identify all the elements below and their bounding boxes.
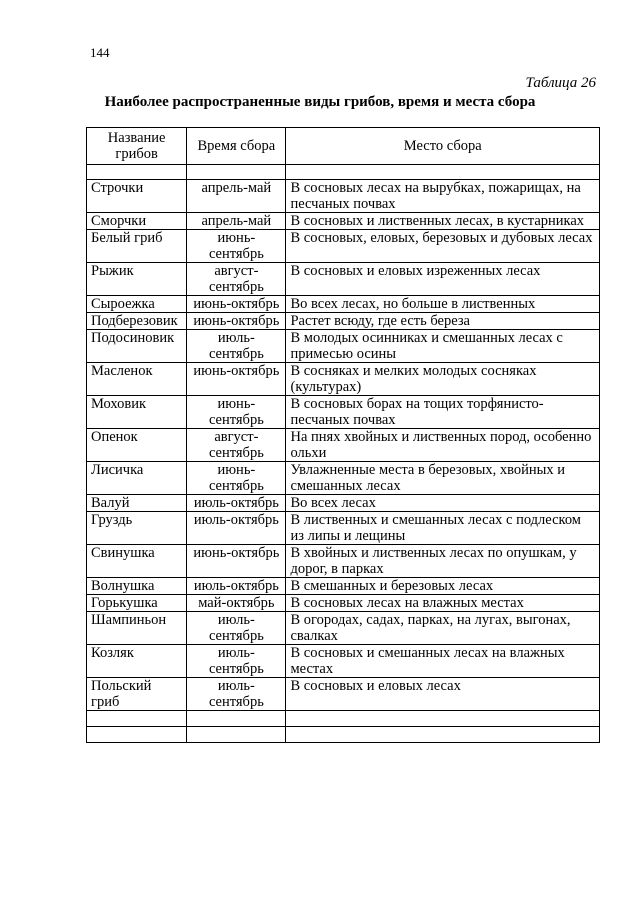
table-label: Таблица 26 [525, 75, 596, 91]
cell-time: июнь-октябрь [187, 545, 286, 578]
table-row [87, 578, 600, 595]
mushroom-table [86, 127, 600, 743]
cell-time: июнь-сентябрь [187, 462, 286, 495]
table-title: Наиболее распространенные виды грибов, время и места сбора [104, 94, 536, 110]
cell-name: Опенок [87, 429, 187, 462]
cell-name: Сыроежка [87, 296, 187, 313]
cell-time: май-октябрь [187, 595, 286, 612]
table-row [87, 180, 600, 213]
cell-time: июль-сентябрь [187, 612, 286, 645]
cell-place: Увлажненные места в березовых, хвойных и смешанных лесах [286, 462, 600, 495]
cell-time: июнь-октябрь [187, 296, 286, 313]
cell-place: В молодых осинниках и смешанных лесах с примесью осины [286, 330, 600, 363]
cell-time: август-сентябрь [187, 429, 286, 462]
table-body [87, 165, 600, 743]
cell-time: июнь-октябрь [187, 363, 286, 396]
cell-place: В смешанных и березовых лесах [286, 578, 600, 595]
cell-place: В сосновых и еловых лесах [286, 678, 600, 711]
cell-name: Груздь [87, 512, 187, 545]
table-row [87, 545, 600, 578]
table-row [87, 313, 600, 330]
cell-place: Во всех лесах, но больше в лиственных [286, 296, 600, 313]
cell-name: Горькушка [87, 595, 187, 612]
cell-name: Сморчки [87, 213, 187, 230]
cell-name: Лисичка [87, 462, 187, 495]
cell-place: В сосновых и смешанных лесах на влажных местах [286, 645, 600, 678]
header-row [87, 128, 600, 165]
cell-time: июль-октябрь [187, 578, 286, 595]
empty-row [87, 711, 600, 727]
cell-name: Шампиньон [87, 612, 187, 645]
cell-place: В сосновых и лиственных лесах, в кустарниках [286, 213, 600, 230]
column-header-time: Время сбора [187, 128, 286, 165]
table-row [87, 512, 600, 545]
cell-time: июль-сентябрь [187, 678, 286, 711]
cell-place: Во всех лесах [286, 495, 600, 512]
cell-time: апрель-май [187, 213, 286, 230]
cell-name: Строчки [87, 180, 187, 213]
cell-place: В сосняках и мелких молодых сосняках (культурах) [286, 363, 600, 396]
table-row [87, 330, 600, 363]
cell-name: Польский гриб [87, 678, 187, 711]
cell-place: На пнях хвойных и лиственных пород, особенно ольхи [286, 429, 600, 462]
table-row [87, 595, 600, 612]
cell-time: июнь-октябрь [187, 313, 286, 330]
cell-time: июль-октябрь [187, 512, 286, 545]
table-row [87, 462, 600, 495]
cell-name: Подберезовик [87, 313, 187, 330]
page-number: 144 [90, 45, 110, 60]
cell-place: В сосновых и еловых изреженных лесах [286, 263, 600, 296]
table-row [87, 296, 600, 313]
column-header-place: Место сбора [286, 128, 600, 165]
column-header-name: Название грибов [87, 128, 187, 165]
table-row [87, 363, 600, 396]
empty-row [87, 727, 600, 743]
cell-name: Козляк [87, 645, 187, 678]
cell-time: июнь-сентябрь [187, 396, 286, 429]
cell-name: Белый гриб [87, 230, 187, 263]
cell-name: Рыжик [87, 263, 187, 296]
cell-name: Моховик [87, 396, 187, 429]
cell-name: Валуй [87, 495, 187, 512]
table-row [87, 396, 600, 429]
cell-place: В сосновых борах на тощих торфянисто-песчаных почвах [286, 396, 600, 429]
cell-name: Масленок [87, 363, 187, 396]
cell-time: июль-сентябрь [187, 330, 286, 363]
table-row [87, 263, 600, 296]
cell-place: В хвойных и лиственных лесах по опушкам, у дорог, в парках [286, 545, 600, 578]
table-row [87, 230, 600, 263]
table-row [87, 429, 600, 462]
cell-place: Растет всюду, где есть береза [286, 313, 600, 330]
cell-place: В лиственных и смешанных лесах с подлеском из липы и лещины [286, 512, 600, 545]
cell-name: Подосиновик [87, 330, 187, 363]
cell-place: В сосновых лесах на вырубках, пожарищах, на песчаных почвах [286, 180, 600, 213]
cell-time: июнь-сентябрь [187, 230, 286, 263]
table-row [87, 495, 600, 512]
table-row [87, 678, 600, 711]
cell-time: июль-октябрь [187, 495, 286, 512]
cell-place: В сосновых лесах на влажных местах [286, 595, 600, 612]
cell-time: июль-сентябрь [187, 645, 286, 678]
table-row [87, 645, 600, 678]
cell-place: В огородах, садах, парках, на лугах, выгонах, свалках [286, 612, 600, 645]
cell-place: В сосновых, еловых, березовых и дубовых лесах [286, 230, 600, 263]
table-row [87, 213, 600, 230]
cell-name: Волнушка [87, 578, 187, 595]
cell-time: август-сентябрь [187, 263, 286, 296]
table-row [87, 612, 600, 645]
empty-row [87, 165, 600, 180]
cell-name: Свинушка [87, 545, 187, 578]
cell-time: апрель-май [187, 180, 286, 213]
